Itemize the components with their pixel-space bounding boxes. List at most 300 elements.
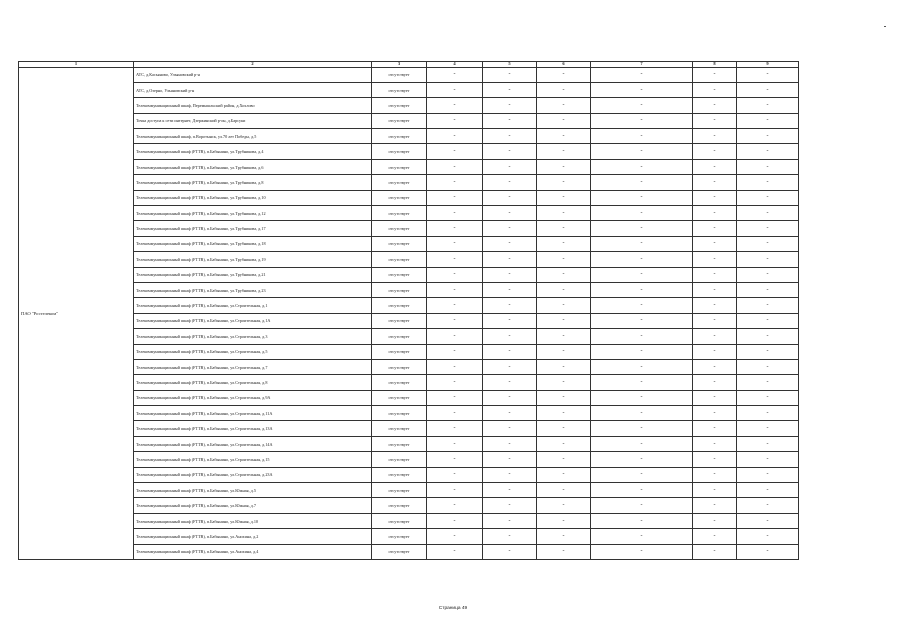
empty-value-cell: - (537, 452, 591, 467)
facility-name-cell: Телекоммуникационный шкаф (FTTB), п.Бабынино, ул.Строительная, д.5 (134, 344, 372, 359)
empty-value-cell: - (737, 529, 799, 544)
empty-value-cell: - (427, 467, 483, 482)
organization-cell: ПАО "Ростелеком" (19, 67, 134, 560)
empty-value-cell: - (537, 221, 591, 236)
empty-value-cell: - (483, 67, 537, 82)
empty-value-cell: - (483, 113, 537, 128)
table-row (19, 467, 799, 482)
empty-value-cell: - (737, 129, 799, 144)
empty-value-cell: - (537, 344, 591, 359)
table-row (19, 544, 799, 559)
empty-value-cell: - (483, 190, 537, 205)
status-cell: отсутствует (372, 344, 427, 359)
empty-value-cell: - (737, 436, 799, 451)
empty-value-cell: - (537, 98, 591, 113)
empty-value-cell: - (737, 359, 799, 374)
empty-value-cell: - (483, 236, 537, 251)
empty-value-cell: - (537, 529, 591, 544)
empty-value-cell: - (427, 344, 483, 359)
empty-value-cell: - (427, 406, 483, 421)
empty-value-cell: - (537, 406, 591, 421)
table-row (19, 483, 799, 498)
empty-value-cell: - (591, 329, 693, 344)
empty-value-cell: - (427, 529, 483, 544)
empty-value-cell: - (537, 82, 591, 97)
table-row (19, 98, 799, 113)
table-row (19, 113, 799, 128)
facility-name-cell: Телекоммуникационный шкаф, п.Воротынск, ул.70 лет Победы, д.5 (134, 129, 372, 144)
table-row (19, 175, 799, 190)
empty-value-cell: - (591, 359, 693, 374)
empty-value-cell: - (693, 190, 737, 205)
facility-name-cell: Телекоммуникационный шкаф (FTTB), п.Бабынино, ул.Трубникова, д.18 (134, 236, 372, 251)
status-cell: отсутствует (372, 421, 427, 436)
table-row (19, 206, 799, 221)
empty-value-cell: - (537, 113, 591, 128)
table-row (19, 267, 799, 282)
empty-value-cell: - (483, 375, 537, 390)
status-cell: отсутствует (372, 436, 427, 451)
empty-value-cell: - (737, 67, 799, 82)
empty-value-cell: - (537, 498, 591, 513)
empty-value-cell: - (427, 483, 483, 498)
facility-name-cell: Точка доступа к сети интернет, Дзержинский р-он, д.Барсуки (134, 113, 372, 128)
empty-value-cell: - (591, 298, 693, 313)
empty-value-cell: - (537, 252, 591, 267)
facility-name-cell: Телекоммуникационный шкаф (FTTB), п.Бабынино, ул.Южная, д.10 (134, 513, 372, 528)
empty-value-cell: - (737, 236, 799, 251)
empty-value-cell: - (537, 267, 591, 282)
facility-name-cell: Телекоммуникационный шкаф (FTTB), п.Бабынино, ул.Трубникова, д.8 (134, 175, 372, 190)
status-cell: отсутствует (372, 467, 427, 482)
empty-value-cell: - (483, 329, 537, 344)
empty-value-cell: - (427, 359, 483, 374)
empty-value-cell: - (693, 544, 737, 559)
empty-value-cell: - (693, 498, 737, 513)
empty-value-cell: - (737, 421, 799, 436)
empty-value-cell: - (693, 175, 737, 190)
empty-value-cell: - (537, 206, 591, 221)
empty-value-cell: - (591, 98, 693, 113)
empty-value-cell: - (427, 267, 483, 282)
empty-value-cell: - (693, 421, 737, 436)
table-row (19, 390, 799, 405)
empty-value-cell: - (693, 406, 737, 421)
empty-value-cell: - (483, 436, 537, 451)
table-row (19, 329, 799, 344)
empty-value-cell: - (591, 267, 693, 282)
empty-value-cell: - (537, 375, 591, 390)
empty-value-cell: - (483, 221, 537, 236)
facility-name-cell: Телекоммуникационный шкаф (FTTB), п.Бабынино, ул.Строительная, д.15 (134, 452, 372, 467)
status-cell: отсутствует (372, 359, 427, 374)
empty-value-cell: - (483, 406, 537, 421)
facility-name-cell: Телекоммуникационный шкаф (FTTB), п.Бабынино, ул.Строительная, д.7 (134, 359, 372, 374)
empty-value-cell: - (483, 159, 537, 174)
column-header-4: 4 (427, 62, 483, 68)
empty-value-cell: - (483, 313, 537, 328)
empty-value-cell: - (737, 175, 799, 190)
empty-value-cell: - (737, 252, 799, 267)
page-number: Страница 49 (438, 606, 468, 611)
empty-value-cell: - (693, 221, 737, 236)
status-cell: отсутствует (372, 390, 427, 405)
status-cell: отсутствует (372, 313, 427, 328)
facility-name-cell: Телекоммуникационный шкаф (FTTB), п.Бабынино, ул.Строительная, д.3 (134, 329, 372, 344)
empty-value-cell: - (483, 267, 537, 282)
empty-value-cell: - (427, 129, 483, 144)
facility-name-cell: Телекоммуникационный шкаф (FTTB), п.Бабынино, ул.Трубникова, д.6 (134, 159, 372, 174)
empty-value-cell: - (737, 390, 799, 405)
empty-value-cell: - (737, 513, 799, 528)
empty-value-cell: - (737, 98, 799, 113)
empty-value-cell: - (427, 82, 483, 97)
facility-name-cell: АТС, д.Озерно, Ульяновский р-н (134, 82, 372, 97)
empty-value-cell: - (591, 452, 693, 467)
empty-value-cell: - (483, 298, 537, 313)
facility-name-cell: Телекоммуникационный шкаф (FTTB), п.Бабынино, ул.Трубникова, д.12 (134, 206, 372, 221)
empty-value-cell: - (427, 144, 483, 159)
empty-value-cell: - (427, 113, 483, 128)
empty-value-cell: - (693, 67, 737, 82)
empty-value-cell: - (427, 313, 483, 328)
facility-name-cell: Телекоммуникационный шкаф (FTTB), п.Бабынино, ул.Трубникова, д.4 (134, 144, 372, 159)
status-cell: отсутствует (372, 206, 427, 221)
column-header-7: 7 (591, 62, 693, 68)
empty-value-cell: - (737, 375, 799, 390)
status-cell: отсутствует (372, 190, 427, 205)
facility-name-cell: Телекоммуникационный шкаф (FTTB), п.Бабынино, ул.Строительная, д.13А (134, 421, 372, 436)
empty-value-cell: - (427, 390, 483, 405)
facility-name-cell: АТС, д.Касьяново, Ульяновский р-н (134, 67, 372, 82)
empty-value-cell: - (591, 221, 693, 236)
empty-value-cell: - (591, 236, 693, 251)
facility-name-cell: Телекоммуникационный шкаф (FTTB), п.Бабынино, ул.Трубникова, д.19 (134, 252, 372, 267)
empty-value-cell: - (591, 467, 693, 482)
empty-value-cell: - (591, 144, 693, 159)
empty-value-cell: - (737, 206, 799, 221)
table-row (19, 421, 799, 436)
empty-value-cell: - (591, 436, 693, 451)
empty-value-cell: - (693, 159, 737, 174)
empty-value-cell: - (693, 467, 737, 482)
table-row (19, 159, 799, 174)
facility-name-cell: Телекоммуникационный шкаф (FTTB), п.Бабынино, ул.Строительная, д.8 (134, 375, 372, 390)
infrastructure-table (18, 61, 799, 560)
status-cell: отсутствует (372, 544, 427, 559)
empty-value-cell: - (591, 513, 693, 528)
facility-name-cell: Телекоммуникационный шкаф (FTTB), п.Бабынино, ул.Южная, д.7 (134, 498, 372, 513)
empty-value-cell: - (591, 406, 693, 421)
facility-name-cell: Телекоммуникационный шкаф (FTTB), п.Бабынино, ул.Трубникова, д.21 (134, 267, 372, 282)
empty-value-cell: - (537, 298, 591, 313)
status-cell: отсутствует (372, 529, 427, 544)
empty-value-cell: - (427, 206, 483, 221)
empty-value-cell: - (591, 282, 693, 297)
empty-value-cell: - (537, 282, 591, 297)
empty-value-cell: - (737, 406, 799, 421)
empty-value-cell: - (591, 421, 693, 436)
empty-value-cell: - (427, 498, 483, 513)
status-cell: отсутствует (372, 406, 427, 421)
table-row (19, 452, 799, 467)
status-cell: отсутствует (372, 483, 427, 498)
status-cell: отсутствует (372, 129, 427, 144)
table-row (19, 313, 799, 328)
column-header-6: 6 (537, 62, 591, 68)
empty-value-cell: - (537, 129, 591, 144)
empty-value-cell: - (483, 544, 537, 559)
empty-value-cell: - (737, 267, 799, 282)
empty-value-cell: - (537, 159, 591, 174)
empty-value-cell: - (427, 159, 483, 174)
status-cell: отсутствует (372, 159, 427, 174)
empty-value-cell: - (737, 313, 799, 328)
empty-value-cell: - (693, 329, 737, 344)
empty-value-cell: - (591, 159, 693, 174)
empty-value-cell: - (427, 375, 483, 390)
empty-value-cell: - (537, 544, 591, 559)
empty-value-cell: - (591, 344, 693, 359)
empty-value-cell: - (483, 513, 537, 528)
empty-value-cell: - (591, 206, 693, 221)
empty-value-cell: - (693, 436, 737, 451)
empty-value-cell: - (591, 67, 693, 82)
table-row (19, 375, 799, 390)
empty-value-cell: - (483, 483, 537, 498)
empty-value-cell: - (591, 113, 693, 128)
empty-value-cell: - (591, 129, 693, 144)
status-cell: отсутствует (372, 221, 427, 236)
empty-value-cell: - (483, 82, 537, 97)
empty-value-cell: - (537, 175, 591, 190)
empty-value-cell: - (427, 98, 483, 113)
status-cell: отсутствует (372, 298, 427, 313)
empty-value-cell: - (537, 390, 591, 405)
empty-value-cell: - (537, 421, 591, 436)
table-row (19, 221, 799, 236)
empty-value-cell: - (427, 421, 483, 436)
empty-value-cell: - (483, 452, 537, 467)
status-cell: отсутствует (372, 513, 427, 528)
empty-value-cell: - (591, 82, 693, 97)
empty-value-cell: - (737, 483, 799, 498)
table-row (19, 406, 799, 421)
empty-value-cell: - (483, 359, 537, 374)
empty-value-cell: - (591, 483, 693, 498)
table-body (19, 67, 799, 560)
empty-value-cell: - (693, 236, 737, 251)
column-header-3: 3 (372, 62, 427, 68)
table-row (19, 236, 799, 251)
empty-value-cell: - (537, 236, 591, 251)
empty-value-cell: - (537, 144, 591, 159)
table-row (19, 498, 799, 513)
empty-value-cell: - (427, 252, 483, 267)
empty-value-cell: - (537, 329, 591, 344)
facility-name-cell: Телекоммуникационный шкаф (FTTB), п.Бабынино, ул.Анохина, д.2 (134, 529, 372, 544)
empty-value-cell: - (591, 313, 693, 328)
empty-value-cell: - (693, 82, 737, 97)
empty-value-cell: - (427, 175, 483, 190)
empty-value-cell: - (483, 344, 537, 359)
empty-value-cell: - (483, 129, 537, 144)
empty-value-cell: - (591, 498, 693, 513)
empty-value-cell: - (693, 252, 737, 267)
empty-value-cell: - (483, 98, 537, 113)
facility-name-cell: Телекоммуникационный шкаф (FTTB), п.Бабынино, ул.Трубникова, д.23 (134, 282, 372, 297)
empty-value-cell: - (427, 282, 483, 297)
status-cell: отсутствует (372, 113, 427, 128)
status-cell: отсутствует (372, 236, 427, 251)
empty-value-cell: - (693, 513, 737, 528)
column-header-8: 8 (693, 62, 737, 68)
empty-value-cell: - (427, 236, 483, 251)
empty-value-cell: - (537, 436, 591, 451)
empty-value-cell: - (537, 190, 591, 205)
table-row (19, 67, 799, 82)
table-row (19, 344, 799, 359)
facility-name-cell: Телекоммуникационный шкаф (FTTB), п.Бабынино, ул.Строительная, д.1А (134, 313, 372, 328)
table-row (19, 513, 799, 528)
empty-value-cell: - (693, 344, 737, 359)
empty-value-cell: - (591, 544, 693, 559)
facility-name-cell: Телекоммуникационный шкаф (FTTB), п.Бабынино, ул.Строительная, д.1 (134, 298, 372, 313)
status-cell: отсутствует (372, 144, 427, 159)
empty-value-cell: - (483, 467, 537, 482)
empty-value-cell: - (737, 159, 799, 174)
empty-value-cell: - (537, 359, 591, 374)
empty-value-cell: - (427, 221, 483, 236)
empty-value-cell: - (537, 483, 591, 498)
table-row (19, 529, 799, 544)
empty-value-cell: - (693, 144, 737, 159)
empty-value-cell: - (693, 483, 737, 498)
empty-value-cell: - (693, 390, 737, 405)
empty-value-cell: - (693, 452, 737, 467)
facility-name-cell: Телекоммуникационный шкаф, Перемышльский район, д.Хохлово (134, 98, 372, 113)
empty-value-cell: - (427, 436, 483, 451)
empty-value-cell: - (693, 529, 737, 544)
table-row (19, 298, 799, 313)
column-header-5: 5 (483, 62, 537, 68)
facility-name-cell: Телекоммуникационный шкаф (FTTB), п.Бабынино, ул.Строительная, д.23А (134, 467, 372, 482)
facility-name-cell: Телекоммуникационный шкаф (FTTB), п.Бабынино, ул.Строительная, д.11А (134, 406, 372, 421)
empty-value-cell: - (537, 467, 591, 482)
empty-value-cell: - (737, 498, 799, 513)
status-cell: отсутствует (372, 452, 427, 467)
table-row (19, 144, 799, 159)
empty-value-cell: - (693, 298, 737, 313)
table-row (19, 359, 799, 374)
status-cell: отсутствует (372, 498, 427, 513)
empty-value-cell: - (427, 67, 483, 82)
empty-value-cell: - (483, 498, 537, 513)
table-row (19, 129, 799, 144)
empty-value-cell: - (483, 144, 537, 159)
empty-value-cell: - (693, 359, 737, 374)
scan-speck (884, 26, 886, 27)
facility-name-cell: Телекоммуникационный шкаф (FTTB), п.Бабынино, ул.Строительная, д.9А (134, 390, 372, 405)
table-row (19, 436, 799, 451)
empty-value-cell: - (591, 190, 693, 205)
empty-value-cell: - (483, 206, 537, 221)
empty-value-cell: - (483, 252, 537, 267)
status-cell: отсутствует (372, 82, 427, 97)
status-cell: отсутствует (372, 375, 427, 390)
empty-value-cell: - (693, 313, 737, 328)
empty-value-cell: - (737, 452, 799, 467)
column-header-2: 2 (134, 62, 372, 68)
empty-value-cell: - (483, 175, 537, 190)
empty-value-cell: - (737, 467, 799, 482)
empty-value-cell: - (427, 513, 483, 528)
empty-value-cell: - (483, 282, 537, 297)
facility-name-cell: Телекоммуникационный шкаф (FTTB), п.Бабынино, ул.Строительная, д.14А (134, 436, 372, 451)
empty-value-cell: - (693, 129, 737, 144)
empty-value-cell: - (693, 375, 737, 390)
empty-value-cell: - (591, 390, 693, 405)
facility-name-cell: Телекоммуникационный шкаф (FTTB), п.Бабынино, ул.Южная, д.5 (134, 483, 372, 498)
empty-value-cell: - (427, 452, 483, 467)
empty-value-cell: - (537, 513, 591, 528)
empty-value-cell: - (737, 113, 799, 128)
empty-value-cell: - (693, 267, 737, 282)
table-row (19, 82, 799, 97)
empty-value-cell: - (737, 190, 799, 205)
empty-value-cell: - (693, 113, 737, 128)
empty-value-cell: - (693, 206, 737, 221)
status-cell: отсутствует (372, 98, 427, 113)
empty-value-cell: - (537, 313, 591, 328)
table-row (19, 190, 799, 205)
empty-value-cell: - (483, 421, 537, 436)
empty-value-cell: - (737, 329, 799, 344)
empty-value-cell: - (591, 252, 693, 267)
empty-value-cell: - (737, 221, 799, 236)
empty-value-cell: - (427, 544, 483, 559)
table-row (19, 252, 799, 267)
empty-value-cell: - (483, 390, 537, 405)
empty-value-cell: - (591, 529, 693, 544)
column-header-9: 9 (737, 62, 799, 68)
status-cell: отсутствует (372, 67, 427, 82)
empty-value-cell: - (693, 282, 737, 297)
empty-value-cell: - (427, 190, 483, 205)
empty-value-cell: - (737, 144, 799, 159)
column-header-1: 1 (19, 62, 134, 68)
empty-value-cell: - (737, 82, 799, 97)
status-cell: отсутствует (372, 175, 427, 190)
empty-value-cell: - (427, 298, 483, 313)
facility-name-cell: Телекоммуникационный шкаф (FTTB), п.Бабынино, ул.Трубникова, д.17 (134, 221, 372, 236)
empty-value-cell: - (737, 344, 799, 359)
empty-value-cell: - (427, 329, 483, 344)
empty-value-cell: - (737, 282, 799, 297)
empty-value-cell: - (693, 98, 737, 113)
facility-name-cell: Телекоммуникационный шкаф (FTTB), п.Бабынино, ул.Анохина, д.4 (134, 544, 372, 559)
status-cell: отсутствует (372, 267, 427, 282)
empty-value-cell: - (537, 67, 591, 82)
empty-value-cell: - (483, 529, 537, 544)
facility-name-cell: Телекоммуникационный шкаф (FTTB), п.Бабынино, ул.Трубникова, д.10 (134, 190, 372, 205)
status-cell: отсутствует (372, 329, 427, 344)
empty-value-cell: - (591, 375, 693, 390)
empty-value-cell: - (737, 544, 799, 559)
status-cell: отсутствует (372, 282, 427, 297)
empty-value-cell: - (737, 298, 799, 313)
empty-value-cell: - (591, 175, 693, 190)
